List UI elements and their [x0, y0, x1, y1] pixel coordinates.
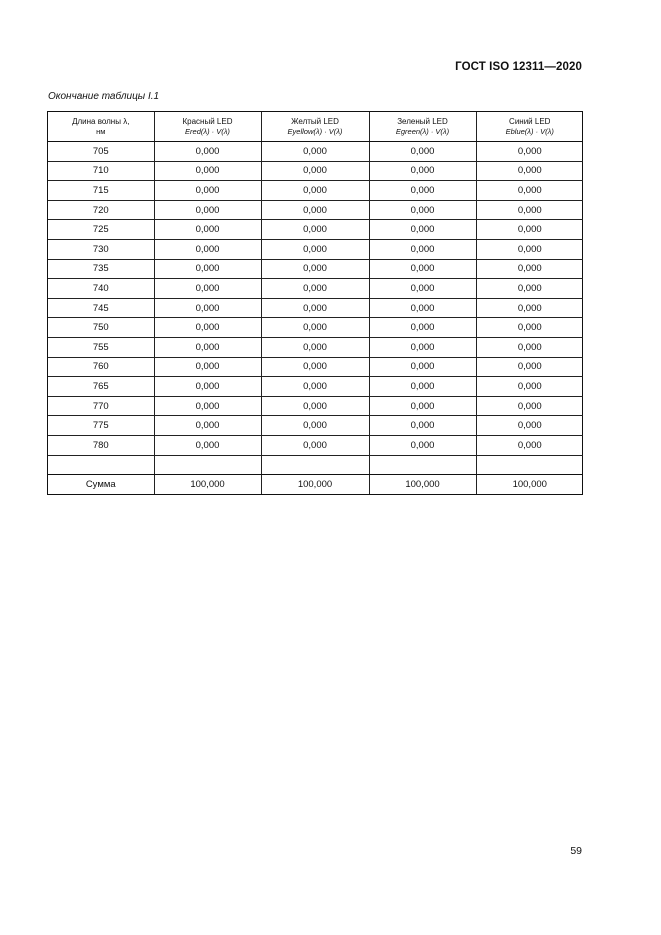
table-row — [48, 337, 583, 357]
cell-red: 0,000 — [154, 357, 261, 377]
cell-wavelength: 720 — [48, 200, 154, 220]
cell-red: 0,000 — [154, 220, 261, 240]
cell-wavelength: 730 — [48, 239, 154, 259]
document-code: ГОСТ ISO 12311—2020 — [455, 61, 582, 73]
cell-green: 0,000 — [369, 279, 476, 299]
cell-blue: 0,000 — [476, 181, 583, 201]
cell-blue: 0,000 — [476, 416, 583, 436]
header-wavelength — [48, 112, 154, 142]
cell-yellow: 0,000 — [261, 181, 369, 201]
cell-red: 0,000 — [154, 239, 261, 259]
table-row — [48, 279, 583, 299]
cell-wavelength: 725 — [48, 220, 154, 240]
cell-yellow: 0,000 — [261, 239, 369, 259]
cell-yellow: 0,000 — [261, 396, 369, 416]
cell-blue: 0,000 — [476, 220, 583, 240]
cell-red: 0,000 — [154, 279, 261, 299]
header-blue-formula: Eblue(λ) · V(λ) — [505, 126, 554, 136]
cell-wavelength: 780 — [48, 435, 154, 455]
cell-yellow: 0,000 — [261, 161, 369, 181]
header-red-line1: Красный LED — [182, 116, 233, 126]
cell-red: 0,000 — [154, 181, 261, 201]
cell-red: 0,000 — [154, 416, 261, 436]
table-row — [48, 396, 583, 416]
table-row — [48, 220, 583, 240]
cell-yellow: 0,000 — [261, 259, 369, 279]
cell-red: 0,000 — [154, 318, 261, 338]
cell-blue: 0,000 — [476, 318, 583, 338]
table-row — [48, 416, 583, 436]
cell-wavelength: 735 — [48, 259, 154, 279]
cell-wavelength: 760 — [48, 357, 154, 377]
header-yellow-line1: Желтый LED — [291, 116, 339, 126]
cell-green: 0,000 — [369, 357, 476, 377]
cell-red: 0,000 — [154, 435, 261, 455]
sum-label: Сумма — [48, 475, 154, 494]
cell-blue: 0,000 — [476, 279, 583, 299]
data-table — [47, 111, 583, 495]
empty-row — [48, 455, 583, 475]
cell-wavelength: 740 — [48, 279, 154, 299]
empty-cell — [154, 455, 261, 475]
cell-wavelength: 715 — [48, 181, 154, 201]
header-yellow — [261, 112, 369, 142]
table-head — [48, 112, 583, 142]
table-row — [48, 239, 583, 259]
table-row — [48, 259, 583, 279]
header-green-line1: Зеленый LED — [397, 116, 448, 126]
cell-yellow: 0,000 — [261, 357, 369, 377]
cell-green: 0,000 — [369, 318, 476, 338]
cell-green: 0,000 — [369, 337, 476, 357]
cell-green: 0,000 — [369, 142, 476, 162]
header-row — [48, 112, 583, 142]
cell-blue: 0,000 — [476, 298, 583, 318]
cell-green: 0,000 — [369, 377, 476, 397]
cell-yellow: 0,000 — [261, 200, 369, 220]
cell-yellow: 0,000 — [261, 220, 369, 240]
cell-green: 0,000 — [369, 298, 476, 318]
cell-yellow: 0,000 — [261, 142, 369, 162]
cell-blue: 0,000 — [476, 161, 583, 181]
cell-yellow: 0,000 — [261, 435, 369, 455]
cell-blue: 0,000 — [476, 200, 583, 220]
empty-cell — [48, 455, 154, 475]
cell-green: 0,000 — [369, 220, 476, 240]
header-red-formula: Ered(λ) · V(λ) — [185, 126, 230, 136]
cell-wavelength: 750 — [48, 318, 154, 338]
empty-cell — [476, 455, 583, 475]
cell-wavelength: 745 — [48, 298, 154, 318]
header-red — [154, 112, 261, 142]
header-blue — [476, 112, 583, 142]
cell-green: 0,000 — [369, 161, 476, 181]
table-row — [48, 377, 583, 397]
cell-blue: 0,000 — [476, 435, 583, 455]
cell-red: 0,000 — [154, 200, 261, 220]
table-row — [48, 298, 583, 318]
sum-green: 100,000 — [369, 475, 476, 494]
cell-red: 0,000 — [154, 337, 261, 357]
cell-yellow: 0,000 — [261, 416, 369, 436]
cell-yellow: 0,000 — [261, 298, 369, 318]
cell-blue: 0,000 — [476, 357, 583, 377]
cell-red: 0,000 — [154, 396, 261, 416]
header-wavelength-unit: нм — [96, 126, 106, 136]
cell-yellow: 0,000 — [261, 318, 369, 338]
empty-cell — [369, 455, 476, 475]
cell-green: 0,000 — [369, 200, 476, 220]
table-row — [48, 161, 583, 181]
sum-red: 100,000 — [154, 475, 261, 494]
table-row — [48, 200, 583, 220]
cell-wavelength: 765 — [48, 377, 154, 397]
table-body — [48, 142, 583, 494]
cell-red: 0,000 — [154, 161, 261, 181]
sum-yellow: 100,000 — [261, 475, 369, 494]
cell-red: 0,000 — [154, 298, 261, 318]
table-row — [48, 435, 583, 455]
cell-yellow: 0,000 — [261, 337, 369, 357]
cell-green: 0,000 — [369, 396, 476, 416]
cell-green: 0,000 — [369, 181, 476, 201]
header-green-formula: Egreen(λ) · V(λ) — [395, 126, 450, 136]
cell-wavelength: 710 — [48, 161, 154, 181]
cell-yellow: 0,000 — [261, 377, 369, 397]
cell-wavelength: 705 — [48, 142, 154, 162]
cell-green: 0,000 — [369, 259, 476, 279]
cell-wavelength: 755 — [48, 337, 154, 357]
cell-red: 0,000 — [154, 142, 261, 162]
header-wavelength-line1: Длина волны λ, — [72, 116, 130, 126]
cell-red: 0,000 — [154, 259, 261, 279]
cell-blue: 0,000 — [476, 377, 583, 397]
table-caption: Окончание таблицы I.1 — [48, 91, 160, 102]
table-row — [48, 357, 583, 377]
cell-green: 0,000 — [369, 435, 476, 455]
table-row — [48, 142, 583, 162]
header-yellow-formula: Eyellow(λ) · V(λ) — [287, 126, 343, 136]
sum-blue: 100,000 — [512, 478, 547, 490]
table-row — [48, 318, 583, 338]
cell-blue: 0,000 — [476, 337, 583, 357]
cell-wavelength: 775 — [48, 416, 154, 436]
header-blue-line1: Синий LED — [509, 116, 551, 126]
sum-row — [48, 475, 583, 494]
cell-blue: 0,000 — [476, 259, 583, 279]
table-row — [48, 181, 583, 201]
cell-blue: 0,000 — [476, 239, 583, 259]
cell-wavelength: 770 — [48, 396, 154, 416]
cell-green: 0,000 — [369, 239, 476, 259]
cell-blue: 0,000 — [476, 142, 583, 162]
cell-green: 0,000 — [369, 416, 476, 436]
page-number: 59 — [570, 845, 582, 857]
empty-cell — [261, 455, 369, 475]
cell-yellow: 0,000 — [261, 279, 369, 299]
header-green — [369, 112, 476, 142]
cell-blue: 0,000 — [476, 396, 583, 416]
cell-red: 0,000 — [154, 377, 261, 397]
spectral-table — [48, 112, 583, 494]
